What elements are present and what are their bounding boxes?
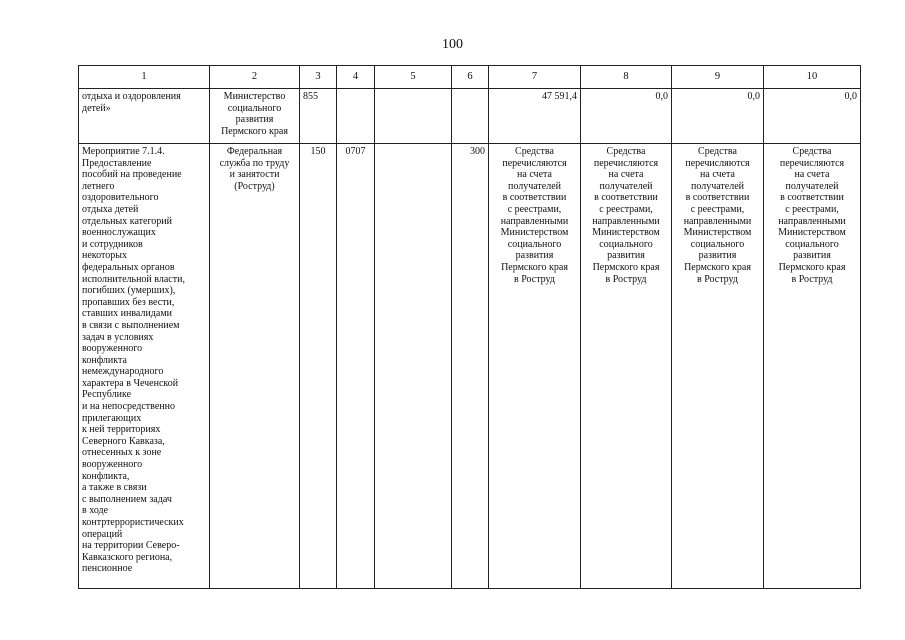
column-header-6: 6 [452,66,489,89]
column-header-3: 3 [300,66,337,89]
column-header-2: 2 [210,66,300,89]
program-table [78,65,861,589]
column-header-9: 9 [672,66,764,89]
row1-value-7: 47 591,4 [542,91,577,102]
row2-code-4: 0707 [345,146,366,157]
row2-responsible: Федеральная служба по труду и занятости (Роструд) [219,146,290,192]
row1-responsible: Министерство социального развития Пермского края [221,91,288,137]
row2-code-3: 150 [310,146,326,157]
page-number: 100 [442,37,463,52]
row1-description: отдыха и оздоровления детей» [82,91,181,114]
column-header-10: 10 [764,66,861,89]
row2-value-7: Средства перечисляются на счета получателей в соответствии с реестрами, направленными Министерством социального развития Пермского края в Роструд [500,146,569,285]
column-header-7: 7 [489,66,581,89]
column-header-1: 1 [79,66,210,89]
row1-value-9: 0,0 [747,91,760,102]
table-row [79,89,861,144]
column-header-8: 8 [581,66,672,89]
row1-code-3: 855 [303,91,318,102]
table-row [79,144,861,589]
row2-description: Мероприятие 7.1.4. Предоставление пособий на проведение летнего оздоровительного отдыха детей отдельных категорий военнослужащих и сотрудников некоторых федеральных органов исполнительной власти, погибших (умерших), пропавших без вести, ставших инвалидами в связи с выполнением задач в условиях вооруженного конфликта немеждународного характера в Чеченской Республике и на непосредственно прилегающих к ней территориях Северного Кавказа, отнесенных к зоне вооруженного конфликта, а также в связи с выполнением задач в ходе контртеррористических операций на территории Северо- Кавказского региона, пенсионное [82,146,185,575]
row1-value-8: 0,0 [655,91,668,102]
column-header-5: 5 [375,66,452,89]
header-row [79,66,861,89]
row2-value-8: Средства перечисляются на счета получателей в соответствии с реестрами, направленными Министерством социального развития Пермского края в Роструд [592,146,660,285]
row2-code-6: 300 [470,146,485,157]
column-header-4: 4 [337,66,375,89]
row1-value-10: 0,0 [844,91,857,102]
row2-value-10: Средства перечисляются на счета получателей в соответствии с реестрами, направленными Министерством социального развития Пермского края в Роструд [778,146,846,285]
row2-value-9: Средства перечисляются на счета получателей в соответствии с реестрами, направленными Министерством социального развития Пермского края в Роструд [683,146,752,285]
